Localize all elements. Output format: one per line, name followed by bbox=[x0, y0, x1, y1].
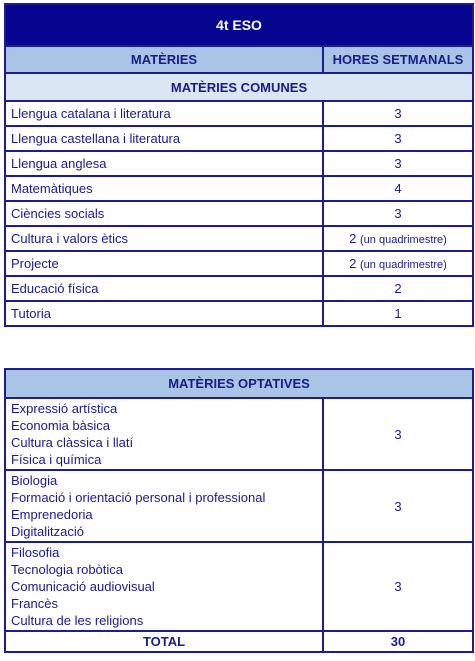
subject-name: Llengua anglesa bbox=[5, 151, 323, 176]
hours-note: (un quadrimestre) bbox=[360, 259, 447, 271]
optional-subject: Cultura de les religions bbox=[11, 613, 144, 628]
subject-name: Cultura i valors ètics bbox=[5, 226, 323, 251]
subject-name: Tutoria bbox=[5, 301, 323, 326]
table-row bbox=[5, 301, 473, 326]
hours-value: 3 bbox=[394, 131, 402, 146]
optional-subject: Digitalització bbox=[11, 524, 84, 539]
optional-subjects-table bbox=[4, 368, 474, 653]
table-row bbox=[5, 251, 473, 276]
total-value: 30 bbox=[323, 631, 473, 652]
optional-group-row bbox=[5, 470, 473, 542]
common-section-header: MATÈRIES COMUNES bbox=[5, 73, 473, 101]
hours-value: 4 bbox=[394, 181, 402, 196]
subject-hours bbox=[323, 276, 473, 301]
subject-name: Llengua castellana i literatura bbox=[5, 126, 323, 151]
subject-hours bbox=[323, 226, 473, 251]
subject-name: Matemàtiques bbox=[5, 176, 323, 201]
optional-subject: Física i química bbox=[11, 452, 102, 467]
hours-value: 2 bbox=[349, 256, 357, 271]
subject-name: Educació física bbox=[5, 276, 323, 301]
hours-value: 2 bbox=[394, 281, 402, 296]
optional-subject: Comunicació audiovisual bbox=[11, 579, 155, 594]
table-row bbox=[5, 176, 473, 201]
table-row bbox=[5, 126, 473, 151]
optional-subject: Filosofia bbox=[11, 545, 60, 560]
hours-value: 1 bbox=[394, 306, 402, 321]
hours-note: (un quadrimestre) bbox=[360, 234, 447, 246]
subject-hours bbox=[323, 301, 473, 326]
optional-subject-list bbox=[5, 398, 323, 470]
subject-hours bbox=[323, 126, 473, 151]
subjects-column-header: MATÈRIES bbox=[5, 46, 323, 73]
subject-hours bbox=[323, 101, 473, 126]
optional-subject: Tecnologia robòtica bbox=[11, 562, 124, 577]
table-row bbox=[5, 201, 473, 226]
optional-group-row bbox=[5, 398, 473, 470]
optional-subject: Francès bbox=[11, 596, 58, 611]
optional-subject: Expressió artística bbox=[11, 401, 118, 416]
optional-subject-list bbox=[5, 470, 323, 542]
optional-subject: Economia bàsica bbox=[11, 418, 110, 433]
optional-group-hours: 3 bbox=[323, 470, 473, 542]
table-row bbox=[5, 101, 473, 126]
hours-value: 2 bbox=[349, 231, 357, 246]
optional-subject: Biologia bbox=[11, 473, 58, 488]
hours-column-header: HORES SETMANALS bbox=[323, 46, 473, 73]
subject-name: Projecte bbox=[5, 251, 323, 276]
optional-group-hours: 3 bbox=[323, 398, 473, 470]
optional-subject: Emprenedoria bbox=[11, 507, 93, 522]
optional-subject-list bbox=[5, 542, 323, 631]
optional-group-hours: 3 bbox=[323, 542, 473, 631]
total-label: TOTAL bbox=[5, 631, 323, 652]
hours-value: 3 bbox=[394, 156, 402, 171]
table-title: 4t ESO bbox=[5, 4, 473, 46]
optional-subject: Formació i orientació personal i professional bbox=[11, 490, 266, 505]
subject-hours bbox=[323, 251, 473, 276]
subject-hours bbox=[323, 151, 473, 176]
hours-value: 3 bbox=[394, 206, 402, 221]
optional-section-header: MATÈRIES OPTATIVES bbox=[5, 369, 473, 398]
subject-name: Llengua catalana i literatura bbox=[5, 101, 323, 126]
optional-subject: Cultura clàssica i llatí bbox=[11, 435, 134, 450]
table-row bbox=[5, 226, 473, 251]
subject-hours bbox=[323, 176, 473, 201]
subject-name: Ciències socials bbox=[5, 201, 323, 226]
common-subjects-table bbox=[4, 3, 474, 327]
table-row bbox=[5, 151, 473, 176]
hours-value: 3 bbox=[394, 106, 402, 121]
table-row bbox=[5, 276, 473, 301]
optional-group-row bbox=[5, 542, 473, 631]
subject-hours bbox=[323, 201, 473, 226]
